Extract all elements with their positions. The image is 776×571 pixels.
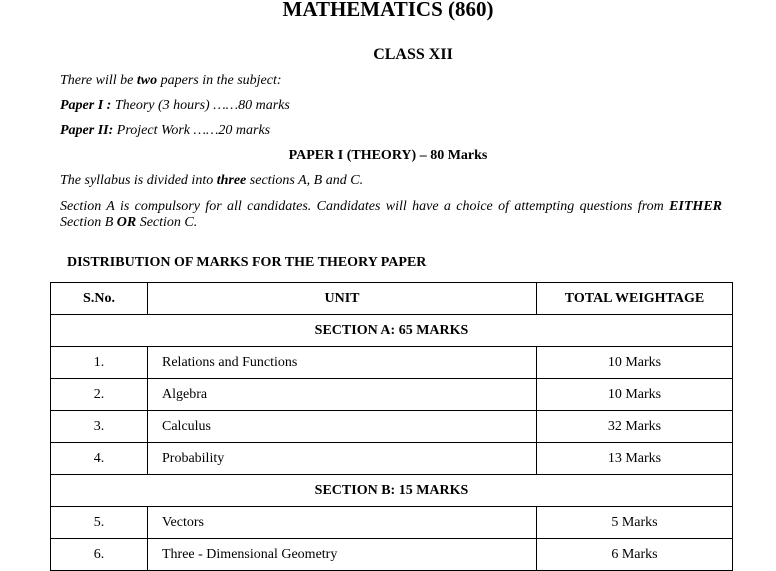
row-unit: Calculus [148,411,537,443]
table-row [51,539,733,571]
intro-emphasis: two [136,73,158,88]
row-unit: Three - Dimensional Geometry [148,539,537,571]
table-row [51,507,733,539]
paper1-line [60,98,290,114]
section-a-label: SECTION A: 65 MARKS [51,315,733,347]
section-b-row [51,475,733,507]
table-header-row [51,283,733,315]
row-marks: 6 Marks [537,539,733,571]
table-row [51,411,733,443]
intro-line [60,73,282,89]
row-sno: 4. [51,443,148,475]
section-note [60,199,722,231]
class-heading: CLASS XII [373,46,453,63]
row-sno: 2. [51,379,148,411]
row-marks: 10 Marks [537,379,733,411]
header-unit: UNIT [148,283,537,315]
syllabus-suffix: sections A, B and C. [246,173,364,188]
section-note-end: Section C. [136,215,198,230]
table-row [51,443,733,475]
row-unit: Vectors [148,507,537,539]
header-sno: S.No. [51,283,148,315]
syllabus-prefix: The syllabus is divided into [60,173,217,188]
row-marks: 5 Marks [537,507,733,539]
row-unit: Algebra [148,379,537,411]
or-word: OR [116,215,137,230]
table-row [51,379,733,411]
document-title: MATHEMATICS (860) [282,0,494,21]
row-unit: Probability [148,443,537,475]
row-sno: 6. [51,539,148,571]
section-note-text: Section A is compulsory for all candidates. Candidates will have a choice of attempting questions from [60,199,670,214]
paper2-label: Paper II: [60,123,114,138]
section-note-mid: Section B [60,215,117,230]
header-weightage: TOTAL WEIGHTAGE [537,283,733,315]
row-marks: 10 Marks [537,347,733,379]
row-marks: 13 Marks [537,443,733,475]
syllabus-emphasis: three [216,173,247,188]
distribution-heading: DISTRIBUTION OF MARKS FOR THE THEORY PAPER [67,255,427,270]
row-sno: 5. [51,507,148,539]
row-marks: 32 Marks [537,411,733,443]
section-a-row [51,315,733,347]
intro-suffix: papers in the subject: [157,73,282,88]
intro-prefix: There will be [60,73,137,88]
paper1-label: Paper I : [60,98,112,113]
paper2-line [60,123,270,139]
syllabus-line [60,173,363,189]
paper2-text: Project Work ……20 marks [113,123,271,138]
row-unit: Relations and Functions [148,347,537,379]
paper1-text: Theory (3 hours) ……80 marks [111,98,290,113]
row-sno: 1. [51,347,148,379]
paper-heading: PAPER I (THEORY) – 80 Marks [288,148,488,163]
table-row [51,347,733,379]
row-sno: 3. [51,411,148,443]
either-word: EITHER [669,199,722,214]
section-b-label: SECTION B: 15 MARKS [51,475,733,507]
marks-table [50,282,733,571]
